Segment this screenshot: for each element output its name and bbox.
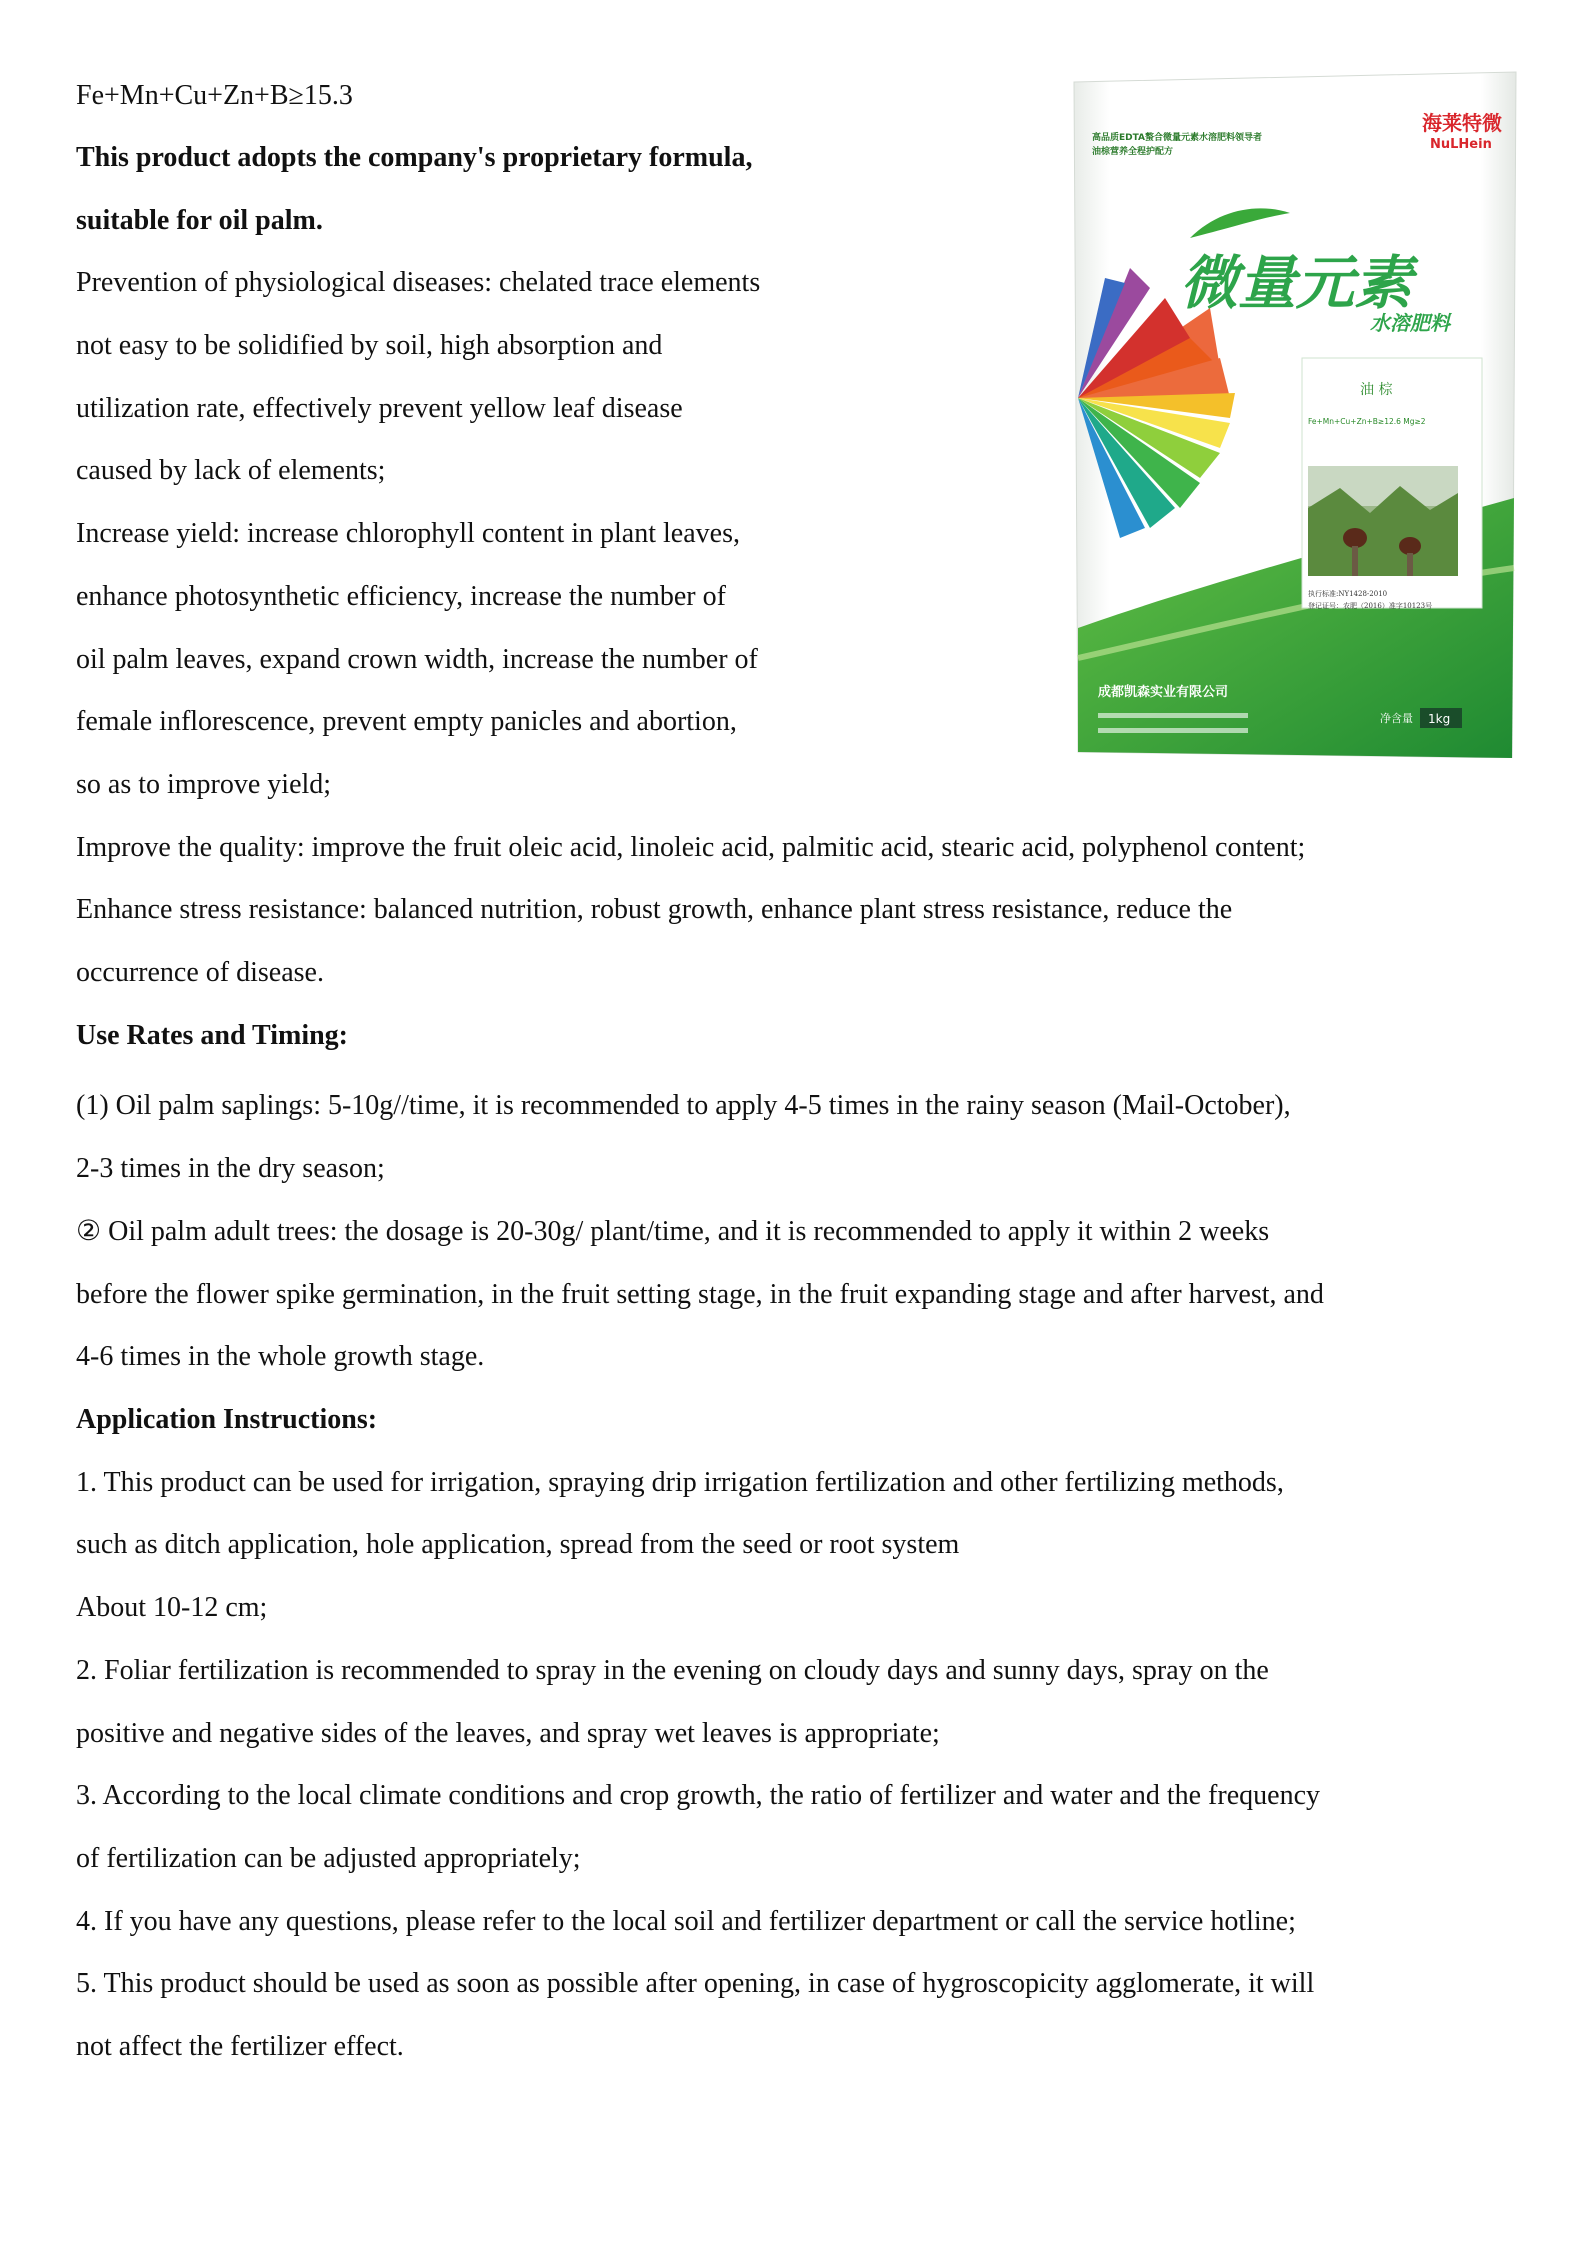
instruction-3-line: of fertilization can be adjusted appropriately; bbox=[76, 1843, 581, 1874]
instruction-5-line: 5. This product should be used as soon as possible after opening, in case of hygroscopicity agglomerate, it will bbox=[76, 1968, 1315, 1999]
instruction-2-line: positive and negative sides of the leaves, and spray wet leaves is appropriate; bbox=[76, 1718, 940, 1749]
headline-line-1: This product adopts the company's proprietary formula, bbox=[76, 142, 753, 173]
adult-trees-line: before the flower spike germination, in the fruit setting stage, in the fruit expanding stage and after harvest, and bbox=[76, 1279, 1324, 1310]
yield-line: female inflorescence, prevent empty panicles and abortion, bbox=[76, 706, 737, 737]
instruction-4-line: 4. If you have any questions, please refer to the local soil and fertilizer department or call the service hotline; bbox=[76, 1906, 1296, 1937]
adult-trees-line: 4-6 times in the whole growth stage. bbox=[76, 1341, 485, 1372]
package-net-label: 净含量 bbox=[1380, 712, 1413, 725]
instructions-heading: Application Instructions: bbox=[76, 1404, 378, 1435]
adult-trees-line: ② Oil palm adult trees: the dosage is 20-30g/ plant/time, and it is recommended to apply it within 2 weeks bbox=[76, 1216, 1270, 1247]
package-title-cn: 微量元素 bbox=[1180, 249, 1413, 317]
headline-line-2: suitable for oil palm. bbox=[76, 205, 323, 236]
stress-line: occurrence of disease. bbox=[76, 957, 324, 988]
prevention-line: Prevention of physiological diseases: chelated trace elements bbox=[76, 267, 761, 298]
instruction-3-line: 3. According to the local climate conditions and crop growth, the ratio of fertilizer and water and the frequency bbox=[76, 1780, 1320, 1811]
package-standard: 执行标准:NY1428-2010 bbox=[1308, 590, 1388, 598]
instruction-1-line: 1. This product can be used for irrigation, spraying drip irrigation fertilization and other fertilizing methods, bbox=[76, 1467, 1284, 1498]
package-top-text: 高品质EDTA螯合微量元素水溶肥料领导者 bbox=[1092, 133, 1263, 143]
package-top-text: 油棕营养全程护配方 bbox=[1092, 147, 1174, 157]
yield-line: oil palm leaves, expand crown width, increase the number of bbox=[76, 644, 758, 675]
package-crop-label: 油 棕 bbox=[1360, 382, 1393, 398]
package-formula: Fe+Mn+Cu+Zn+B≥12.6 Mg≥2 bbox=[1308, 417, 1426, 426]
saplings-line: (1) Oil palm saplings: 5-10g//time, it is recommended to apply 4-5 times in the rainy season (Mail-October), bbox=[76, 1090, 1291, 1121]
package-registration: 登记证号：农肥（2016）准字10123号 bbox=[1308, 602, 1433, 610]
product-package-image bbox=[1070, 68, 1520, 758]
instruction-1-line: About 10-12 cm; bbox=[76, 1592, 268, 1623]
instruction-1-line: such as ditch application, hole application, spread from the seed or root system bbox=[76, 1529, 960, 1560]
saplings-line: 2-3 times in the dry season; bbox=[76, 1153, 385, 1184]
stress-line: Enhance stress resistance: balanced nutrition, robust growth, enhance plant stress resistance, reduce the bbox=[76, 894, 1233, 925]
yield-line: Increase yield: increase chlorophyll content in plant leaves, bbox=[76, 518, 740, 549]
quality-line: Improve the quality: improve the fruit oleic acid, linoleic acid, palmitic acid, stearic acid, polyphenol content; bbox=[76, 832, 1306, 863]
use-rates-heading: Use Rates and Timing: bbox=[76, 1020, 349, 1051]
oil-palm-photo bbox=[1308, 466, 1458, 576]
package-company: 成都凯森实业有限公司 bbox=[1098, 685, 1229, 700]
formula-line: Fe+Mn+Cu+Zn+B≥15.3 bbox=[76, 80, 353, 111]
package-brand-en: NuLHein bbox=[1430, 137, 1492, 152]
package-net-weight: 1kg bbox=[1428, 712, 1451, 726]
prevention-line: not easy to be solidified by soil, high absorption and bbox=[76, 330, 663, 361]
package-subtitle-cn: 水溶肥料 bbox=[1370, 311, 1450, 335]
package-brand-cn: 海莱特微 bbox=[1422, 111, 1502, 135]
instruction-2-line: 2. Foliar fertilization is recommended to spray in the evening on cloudy days and sunny days, spray on the bbox=[76, 1655, 1269, 1686]
instruction-5-line: not affect the fertilizer effect. bbox=[76, 2031, 404, 2062]
prevention-line: utilization rate, effectively prevent yellow leaf disease bbox=[76, 393, 683, 424]
prevention-line: caused by lack of elements; bbox=[76, 455, 386, 486]
yield-line: enhance photosynthetic efficiency, increase the number of bbox=[76, 581, 726, 612]
yield-line: so as to improve yield; bbox=[76, 769, 332, 800]
